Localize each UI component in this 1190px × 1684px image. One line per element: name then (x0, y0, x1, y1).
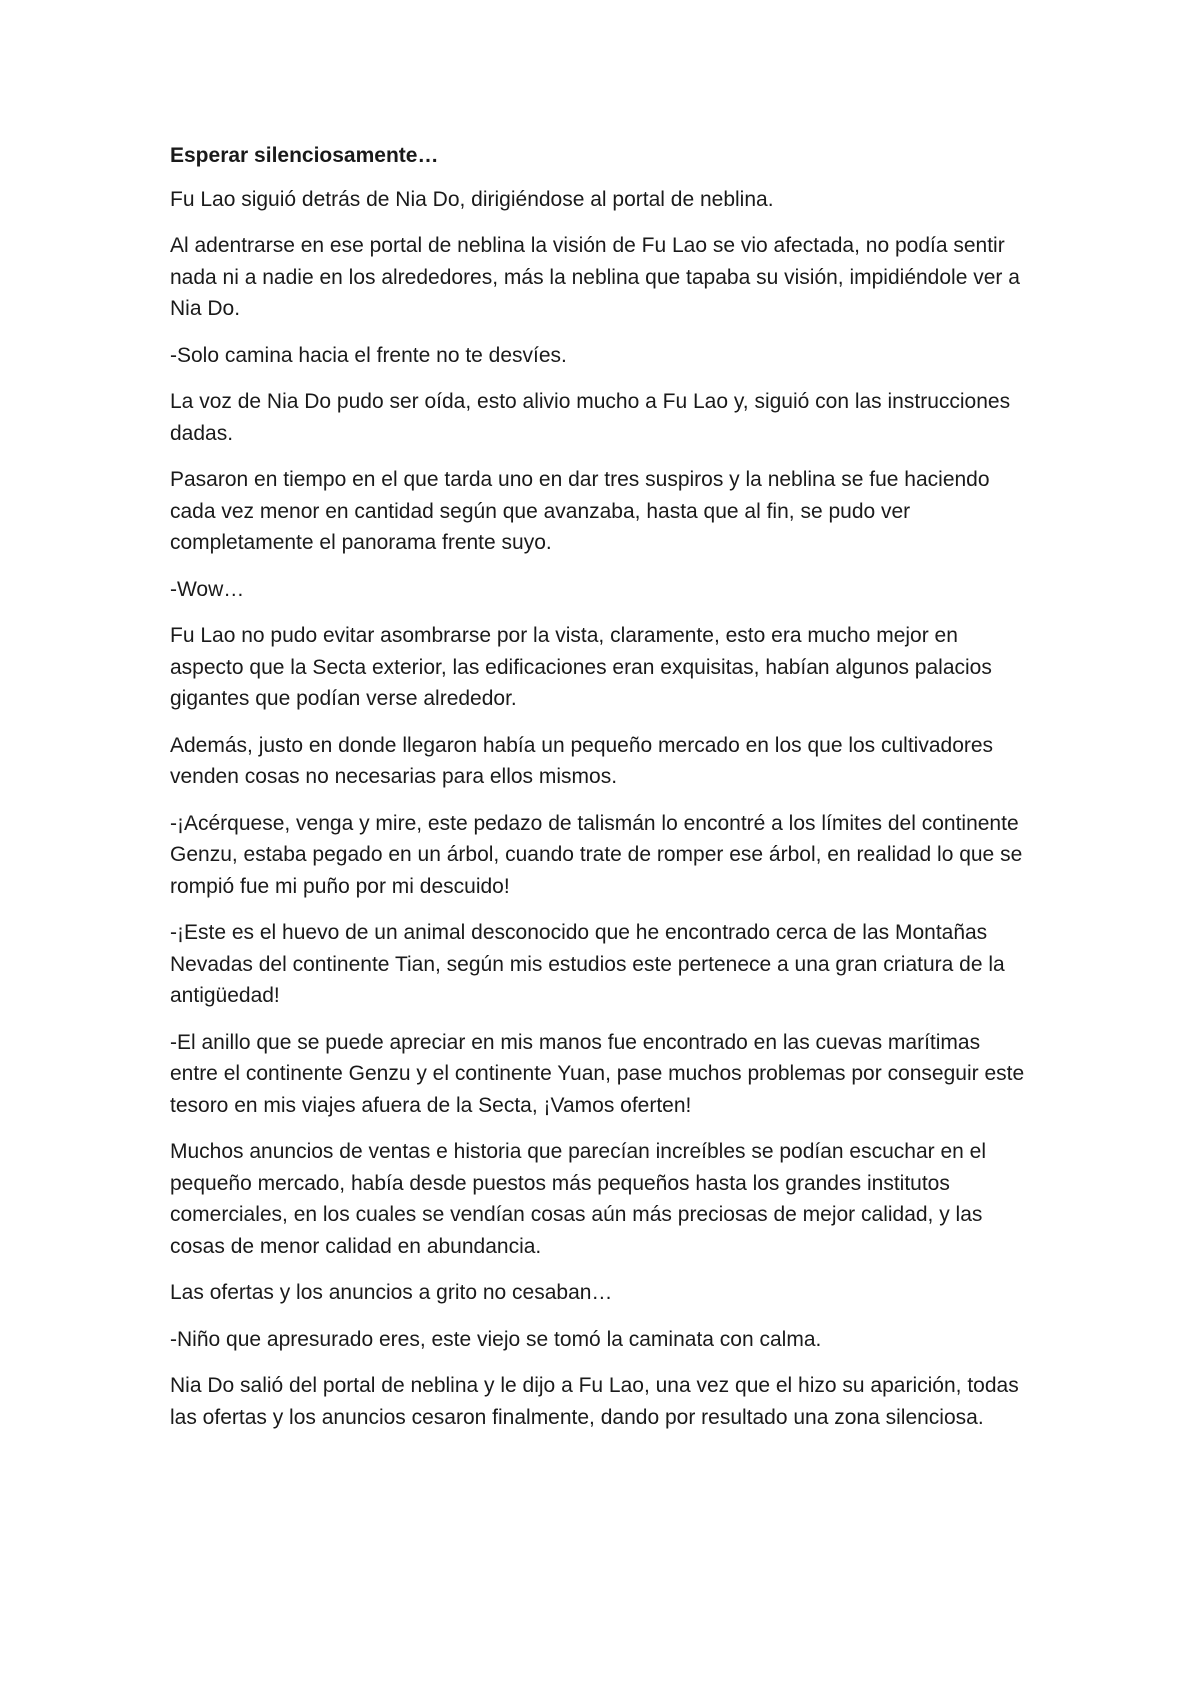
paragraph: Además, justo en donde llegaron había un pequeño mercado en los que los cultivadores venden cosas no necesarias para ellos mismos. (170, 733, 994, 788)
paragraph: -¡Este es el huevo de un animal desconocido que he encontrado cerca de las Montañas Nevadas del continente Tian, según mis estudios este pertenece a una gran criatura de la antigüedad! (170, 921, 1005, 1007)
document-page (170, 140, 1030, 1448)
paragraph: -Niño que apresurado eres, este viejo se tomó la caminata con calma. (170, 1327, 822, 1351)
paragraph: -Solo camina hacia el frente no te desvíes. (170, 343, 567, 367)
paragraph: -El anillo que se puede apreciar en mis manos fue encontrado en las cuevas marítimas entre el continente Genzu y el continente Yuan, pase muchos problemas por conseguir este tesoro en mis viajes afuera de la Secta, ¡Vamos oferten! (170, 1030, 1025, 1117)
paragraph: Pasaron en tiempo en el que tarda uno en dar tres suspiros y la neblina se fue haciendo cada vez menor en cantidad según que avanzaba, hasta que al fin, se pudo ver completamente el panorama frente suyo. (170, 468, 990, 554)
paragraph: Nia Do salió del portal de neblina y le dijo a Fu Lao, una vez que el hizo su aparición, todas las ofertas y los anuncios cesaron finalmente, dando por resultado una zona silenciosa. (170, 1374, 1019, 1429)
paragraph: Fu Lao no pudo evitar asombrarse por la vista, claramente, esto era mucho mejor en aspecto que la Secta exterior, las edificaciones eran exquisitas, habían algunos palacios gigantes que podían verse alrededor. (170, 624, 992, 710)
paragraph: Muchos anuncios de ventas e historia que parecían increíbles se podían escuchar en el pequeño mercado, había desde puestos más pequeños hasta los grandes institutos comerciales, en los cuales se vendían cosas aún más preciosas de mejor calidad, y las cosas de menor calidad en abundancia. (170, 1140, 987, 1258)
paragraph: Al adentrarse en ese portal de neblina la visión de Fu Lao se vio afectada, no podía sentir nada ni a nadie en los alrededores, más la neblina que tapaba su visión, impidiéndole ver a Nia Do. (170, 234, 1020, 320)
paragraph: Fu Lao siguió detrás de Nia Do, dirigiéndose al portal de neblina. (170, 187, 774, 211)
paragraph: -Wow… (170, 577, 245, 601)
document-title: Esperar silenciosamente… (170, 144, 439, 167)
paragraph: La voz de Nia Do pudo ser oída, esto alivio mucho a Fu Lao y, siguió con las instrucciones dadas. (170, 390, 1011, 445)
paragraph: Las ofertas y los anuncios a grito no cesaban… (170, 1281, 613, 1304)
paragraph: -¡Acérquese, venga y mire, este pedazo de talismán lo encontré a los límites del continente Genzu, estaba pegado en un árbol, cuando trate de romper ese árbol, en realidad lo que se rompió fue mi puño por mi descuido! (170, 811, 1023, 898)
